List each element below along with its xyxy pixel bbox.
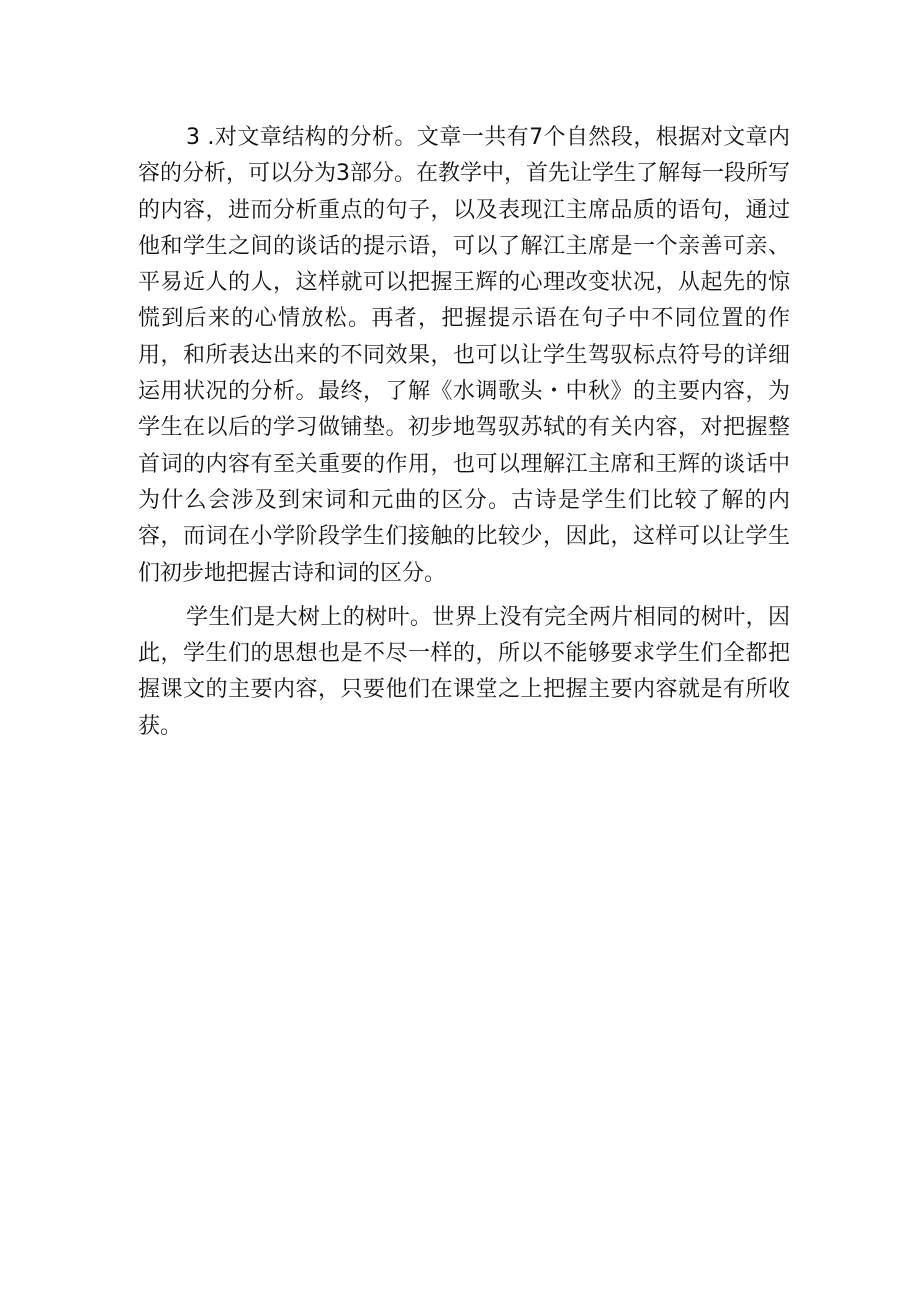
document-body [138, 120, 790, 753]
paragraph-structure-analysis: 3 .对文章结构的分析。文章一共有7个自然段，根据对文章内容的分析，可以分为3部分。在教学中，首先让学生了解每一段所写的内容，进而分析重点的句子，以及表现江主席品质的语句，通过他和学生之间的谈话的提示语，可以了解江主席是一个亲善可亲、平易近人的人，这样就可以把握王辉的心理改变状况，从起先的惊慌到后来的心情放松。再者，把握提示语在句子中不同位置的作用，和所表达出来的不同效果，也可以让学生驾驭标点符号的详细运用状况的分析。最终，了解《水调歌头・中秋》的主要内容，为学生在以后的学习做铺垫。初步地驾驭苏轼的有关内容，对把握整首词的内容有至关重要的作用，也可以理解江主席和王辉的谈话中为什么会涉及到宋词和元曲的区分。古诗是学生们比较了解的内容，而词在小学阶段学生们接触的比较少，因此，这样可以让学生们初步地把握古诗和词的区分。 [138, 125, 790, 586]
paragraph-students-leaves: 学生们是大树上的树叶。世界上没有完全两片相同的树叶，因此，学生们的思想也是不尽一样的，所以不能够要求学生们全都把握课文的主要内容，只要他们在课堂之上把握主要内容就是有所收获。 [138, 604, 790, 739]
